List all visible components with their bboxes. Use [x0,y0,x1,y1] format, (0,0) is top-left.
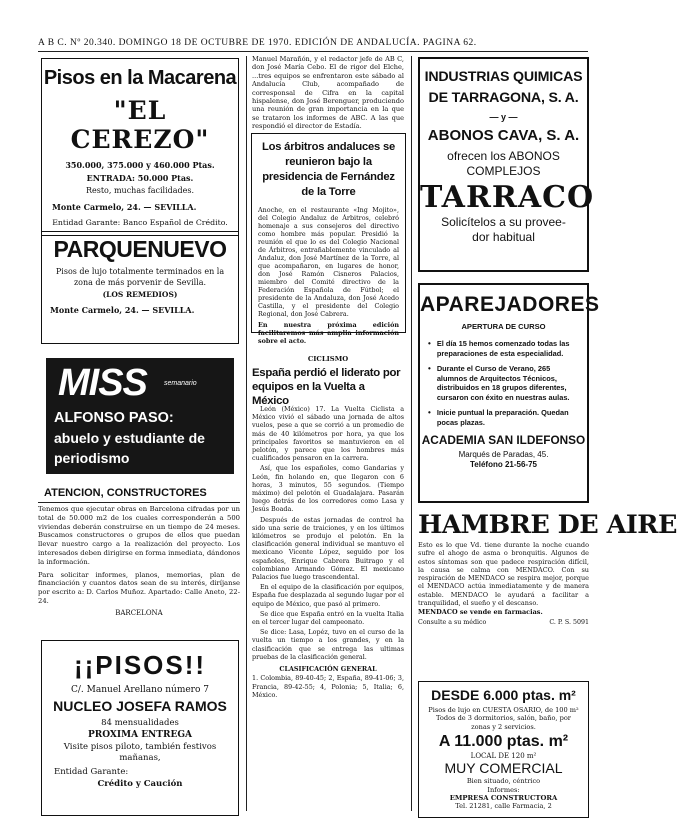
constructores-title: ATENCION, CONSTRUCTORES [44,487,207,499]
parquenuevo-title: PARQUENUEVO [53,236,227,262]
arbitros-body2: En nuestra próxima edición facilitaremos más amplia información sobre el acto. [258,321,399,345]
article-arbitros [251,133,406,345]
ciclismo-body3: Después de estas jornadas de control ha sido una serie de traiciones, y en los últimos kilómetros se produjo el pelotón. En la clasificación general individual se mantuvo el mexicano Vicente López, seguido por los españoles, Enrique Cabrera Buitrago y el colombiano Armando Gómez. El mexicano Palacios fue luego trascendental. [252,515,404,582]
hambre-body: Esto es lo que Vd. tiene durante la noche cuando sufre el ahogo de asma o bronquitis. Algunos de estos síntomas son que padece respiración difícil, la causa se calma con MENDACO. Con su respiración de MENDACO se respira mejor, porque el MENDACO actúa inmediatamente y de manera estable. MENDACO le ayudará a facilitar a tranquilidad, el sueño y el descanso. [418,541,589,608]
ad-desde [418,681,589,818]
industrias-cta1: Solicítelos a su provee- [441,215,566,229]
parquenuevo-address: Monte Carmelo, 24. — SEVILLA. [50,305,195,315]
industrias-offer1: ofrecen los ABONOS [447,149,560,163]
miss-logo: MISS [58,362,147,404]
ciclismo-body4: En el equipo de la clasificación por equipos, España fue desplazada al segundo lugar por el equipo de México, que pasó al primero. [252,583,404,608]
ad-parquenuevo [41,231,239,344]
desde-address: Tel. 21281, calle Farmacia, 2 [455,802,552,811]
macarena-address: Monte Carmelo, 24. — SEVILLA. [52,202,197,212]
industrias-title1: INDUSTRIAS QUIMICAS [424,69,583,85]
header-rule [38,51,588,52]
ad-hambre [418,510,677,626]
ciclismo-results: 1. Colombia, 89-40-45; 2, España, 89-41-06; 3, Francia, 89-42-55; 4, Polonia; 5, Italia; 6, México. [252,674,404,699]
pisos-monthly: 84 mensualidades [101,718,179,728]
aparejadores-academy: ACADEMIA SAN ILDEFONSO [421,433,586,447]
aparejadores-bullet: • Inicie puntual la preparación. Quedan pocas plazas. [428,408,569,427]
desde-line1: DESDE 6.000 ptas. m² [431,687,576,703]
industrias-sep: — y — [489,112,518,122]
ciclismo-body-block [252,405,404,699]
arbitros-body: Anoche, en el restaurante «Ing Mojito», del Colegio Andaluz de Árbitros, celebró homenaje a sus consejeros del directivo como hombre más popular. Presidió la reunión el que lo es del Colegio Nacional de Árbitros, entrañablemente vinculado al Andaluz, don José Martínez de la Torre, al que acompañaron, en lugares de honor, don José Ramón Cisneros Palacios, miembro del Comité directivo de la Federación Española de Fútbol; el presidente de la Andaluza, don José Acedo Castilla, y el presidente del Colegio Regional, don José Cabrera. [258,206,399,318]
industrias-cta2: dor habitual [472,230,535,244]
ciclismo-results-title: CLASIFICACIÓN GENERAL [279,665,377,674]
macarena-prices: 350.000, 375.000 y 460.000 Ptas. [65,160,215,170]
ad-macarena [41,58,239,236]
pisos-entity-label: Entidad Garante: [54,767,129,777]
desde-body: Pisos de lujo en CUESTA OSARIO, de 100 m² Todos de 3 dormitorios, salón, baño, por zonas y 2 servicios. [428,706,579,731]
aparejadores-phone: Teléfono 21-56-75 [470,460,537,469]
desde-local: LOCAL DE 120 m² [470,752,537,761]
aparejadores-bullets [428,339,579,427]
miss-line2: periodismo [54,450,130,466]
parquenuevo-body: Pisos de lujo totalmente terminados en la zona de más porvenir de Sevilla. [55,267,225,287]
aparejadores-title: APAREJADORES [420,293,600,316]
page-header: A B C. Nº 20.340. DOMINGO 18 DE OCTUBRE DE 1970. EDICIÓN DE ANDALUCÍA. PAGINA 62. [38,38,477,48]
macarena-name: "EL CEREZO" [70,96,210,154]
constructores-rule [38,502,240,503]
desde-commercial: MUY COMERCIAL [444,760,563,777]
hambre-footer [418,619,589,626]
ad-pisos [41,640,239,816]
constructores-body: Tenemos que ejecutar obras en Barcelona cifradas por un total de 50.000 m2 de los cuales corresponderán a 500 viviendas deberán construirse en un tiempo de 24 meses. Buscamos constructores o grupos de ellos que puedan llevar nuestro cargo a la realización del proyecto. Los interesados deben dirigirse en forma inmediata, dándonos la información. [38,505,240,566]
macarena-entry: ENTRADA: 50.000 Ptas. [86,173,194,183]
hambre-footer-right: C. P. S. 5091 [549,618,589,626]
industrias-offer2: COMPLEJOS [466,164,541,178]
parquenuevo-location: (LOS REMEDIOS) [102,290,178,299]
desde-info: Informes: [487,786,520,795]
arbitros-headline: Los árbitros andaluces se reunieron bajo la presidencia de Fernández de la Torre [261,141,396,198]
constructores-body2: Para solicitar informes, planos, memorias, plan de financiación y cuantos datos sean de su interés, diríjanse por escrito a: D. Carlos Muñoz. Apartado: Calle Aneto, 22-24. [38,570,240,605]
constructores-city: BARCELONA [115,608,163,617]
pisos-visit: Visite pisos piloto, también festivos mañanas, [63,742,217,763]
pisos-entity: Crédito y Caución [97,779,183,789]
pisos-title: ¡¡PISOS!! [73,650,207,680]
ciclismo-body: León (México) 17. La Vuelta Ciclista a México vivió el sábado una jornada de altos vuelos, pese a que se corrió a un promedio de más de 40 kilómetros por hora, ya que los principales favoritos se mantuvieron en el pelotón, y parece que los hombres más cualificados pensaron en la carrera. [252,405,404,463]
miss-tag: semanario [164,380,197,387]
hambre-title: HAMBRE DE AIRE [418,510,677,540]
desde-line2: A 11.000 ptas. m² [438,733,569,751]
ciclismo-body2: Así, que los españoles, como Gandarias y León, fin holando en, que llegaron con 6 horas, 3 minutos, 55 segundos. (Tiempo máximo) del pelotón el Guadalajara. Pasarán luego detrás de los corredores como Lasa y Jesús Boada. [252,464,404,514]
desde-company: EMPRESA CONSTRUCTORA [449,794,558,803]
macarena-title: Pisos en la Macarena [43,67,237,89]
pisos-next: PROXIMA ENTREGA [88,730,192,740]
aparejadores-bullet: • Durante el Curso de Verano, 265 alumnos de Arquitectos Técnicos, distribuidos en 18 grupos diferentes, cursaron con éxito en nuestras aulas. [428,364,570,402]
article-top-text: Manuel Marañón, y el redactor jefe de AB C, don José María Cebo. El de rigor del Elche, ...tres equipos se enfrentaron este sábado al Andalucía Club, acompañado de corresponsal de Cifra en la capital hispalense, don José Berenguer, produciendo una reunión de gran importancia en la que se trataron los informes de ABC. A las que respondió el director de Estadía. [252,55,404,131]
ciclismo-headline: España perdió el liderato por equipos en la Vuelta a México [252,367,401,407]
aparejadores-address: Marqués de Paradas, 45. [458,450,549,459]
macarena-guarantee: Entidad Garante: Banco Español de Crédito. [52,218,228,227]
miss-name: ALFONSO PASO: [54,410,174,426]
industrias-title3: ABONOS CAVA, S. A. [427,127,580,144]
ciclismo-body5: Se dice que España entró en la vuelta Italia en el tercer lugar del campeonato. [252,609,404,627]
aparejadores-subtitle: APERTURA DE CURSO [461,322,546,331]
ad-constructores [38,487,240,617]
column-divider-right [411,56,412,811]
ciclismo-body6: Se dice: Lasa, Lopéz, tuvo en el curso de la vuelta un tiempo a los grandes, y en la clasificación que se entrega las ultimas pruebas de la clasificación general. [252,628,404,661]
miss-line1: abuelo y estudiante de [54,430,205,446]
pisos-name: NUCLEO JOSEFA RAMOS [53,698,227,714]
industrias-title2: DE TARRAGONA, S. A. [428,90,579,106]
aparejadores-bullet: • El día 15 hemos comenzado todas las preparaciones de esta especialidad. [428,339,570,358]
macarena-rest: Resto, muchas facilidades. [85,186,195,195]
industrias-brand: TARRACO [420,180,595,215]
desde-note: Bien situado, céntrico [466,777,541,786]
ad-industrias [418,57,595,272]
ad-miss [46,358,234,474]
ciclismo-section: CICLISMO [307,355,349,363]
pisos-street: C/. Manuel Arellano número 7 [71,685,209,695]
ad-aparejadores [418,283,600,503]
hambre-sale: MENDACO se vende en farmacias. [418,608,543,617]
hambre-footer-left: Consulte a su médico [418,618,487,626]
column-divider-left [246,56,247,811]
